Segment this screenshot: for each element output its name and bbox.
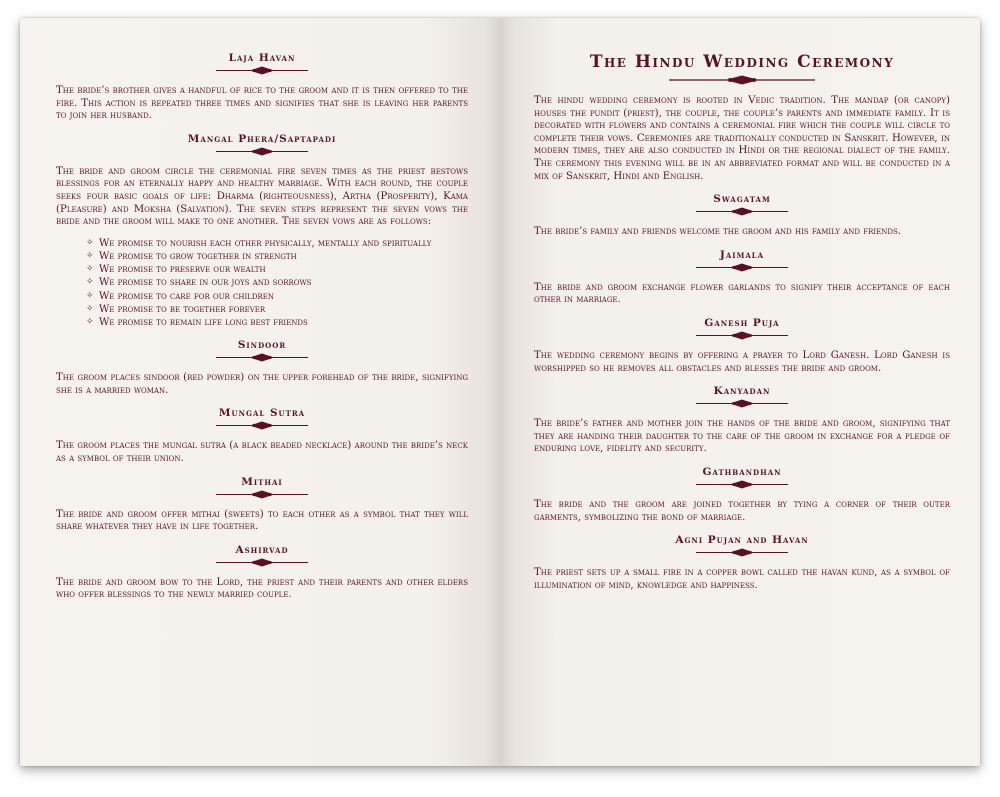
diamond-bullet-icon: ✧ bbox=[86, 290, 94, 301]
section-heading-ashirvad: Ashirvad bbox=[235, 543, 289, 556]
right-page bbox=[500, 18, 980, 766]
divider-ornament-icon bbox=[694, 263, 790, 272]
vow-item: ✧ We promise to be together forever bbox=[86, 303, 266, 315]
left-page bbox=[20, 18, 500, 766]
divider-ornament-icon bbox=[214, 353, 310, 362]
section-heading-mungal-sutra: Mungal Sutra bbox=[218, 407, 306, 420]
section-text-agni-pujan: The priest sets up a small fire in a copper bowl called the havan kund, as a symbol of illumination of mind, knowledge and happiness. bbox=[534, 567, 950, 591]
diamond-bullet-icon: ✧ bbox=[86, 303, 94, 314]
section-text-kanyadan: The bride’s father and mother join the hands of the bride and groom, signifying that they are handing their daughter to the care of the groom in exchange for a pledge of enduring love, fidelity and security. bbox=[534, 418, 950, 455]
intro-text: The hindu wedding ceremony is rooted in Vedic tradition. The mandap (or canopy) houses the pundit (priest), the couple, the couple’s parents and immediate family. It is decorated with flowers and contains a ceremonial fire which the couple will circle to complete their vows. Ceremonies are traditionally conducted in Sanskrit. However, in modern times, they are also conducted in Hindi or the regional dialect of the family. The ceremony this evening will be in an abbreviated format and will be conducted in a mix of Sanskrit, Hindi and English. bbox=[534, 95, 950, 182]
divider-ornament-icon bbox=[694, 548, 790, 557]
vows-list bbox=[86, 237, 468, 329]
section-heading-sindoor: Sindoor bbox=[237, 339, 287, 352]
diamond-bullet-icon: ✧ bbox=[86, 250, 94, 261]
section-text-mithai: The bride and groom offer mithai (sweets) to each other as a symbol that they will share whatever they have in life together. bbox=[56, 508, 468, 533]
page-title: The Hindu Wedding Ceremony bbox=[589, 52, 895, 72]
diamond-bullet-icon: ✧ bbox=[86, 237, 94, 248]
diamond-bullet-icon: ✧ bbox=[86, 264, 94, 275]
vow-item: ✧ We promise to grow together in strength bbox=[86, 250, 297, 262]
vow-item: ✧ We promise to nourish each other physically, mentally and spiritually bbox=[86, 237, 432, 249]
section-heading-laja-havan: Laja Havan bbox=[228, 52, 296, 64]
divider-ornament-icon bbox=[694, 331, 790, 340]
diamond-bullet-icon: ✧ bbox=[86, 316, 94, 327]
section-text-mangal-phera: The bride and groom circle the ceremonial fire seven times as the priest bestows blessings for an eternally happy and healthy marriage. With each round, the couple seeks four basic goals of life: Dharma (righteousness), Artha (Prosperity), Kama (Pleasure) and Moksha (Salvation). The seven steps represent the seven vows the bride and the groom will make to one another. The seven vows are as follows: bbox=[56, 165, 468, 228]
divider-ornament-icon bbox=[694, 207, 790, 216]
section-heading-swagatam: Swagatam bbox=[713, 193, 771, 206]
divider-ornament-icon bbox=[214, 490, 310, 499]
section-text-swagatam: The bride’s family and friends welcome the groom and his family and friends. bbox=[534, 226, 901, 238]
divider-ornament-icon bbox=[214, 147, 310, 156]
divider-ornament-icon bbox=[694, 480, 790, 489]
section-heading-mangal-phera: Mangal Phera/Saptapadi bbox=[187, 132, 337, 145]
divider-ornament-icon bbox=[214, 421, 310, 430]
title-ornament-icon bbox=[667, 75, 817, 85]
vow-item: ✧ We promise to care for our children bbox=[86, 290, 274, 302]
diamond-bullet-icon: ✧ bbox=[86, 277, 94, 288]
section-heading-jaimala: Jaimala bbox=[719, 248, 765, 261]
section-text-ashirvad: The bride and groom bow to the Lord, the priest and their parents and other elders who offer blessings to the newly married couple. bbox=[56, 576, 468, 601]
section-heading-kanyadan: Kanyadan bbox=[713, 385, 771, 398]
section-heading-gathbandhan: Gathbandhan bbox=[702, 465, 782, 478]
divider-ornament-icon bbox=[694, 399, 790, 408]
section-text-jaimala: The bride and groom exchange flower garlands to signify their acceptance of each other in marriage. bbox=[534, 281, 950, 306]
section-text-sindoor: The groom places sindoor (red powder) on the upper forehead of the bride, signifying she is a married woman. bbox=[56, 372, 468, 396]
section-heading-mithai: Mithai bbox=[241, 475, 283, 488]
section-text-mungal-sutra: The groom places the mungal sutra (a black beaded necklace) around the bride’s neck as a symbol of their union. bbox=[56, 440, 468, 464]
vow-item: ✧ We promise to share in our joys and sorrows bbox=[86, 277, 312, 289]
booklet-spread bbox=[20, 18, 980, 766]
divider-ornament-icon bbox=[214, 66, 310, 75]
divider-ornament-icon bbox=[214, 558, 310, 567]
vow-item: ✧ We promise to remain life long best friends bbox=[86, 316, 308, 328]
section-heading-agni-pujan: Agni Pujan and Havan bbox=[675, 534, 809, 547]
vow-item: ✧ We promise to preserve our wealth bbox=[86, 264, 266, 276]
section-heading-ganesh-puja: Ganesh Puja bbox=[704, 316, 780, 329]
section-text-ganesh-puja: The wedding ceremony begins by offering a prayer to Lord Ganesh. Lord Ganesh is worshipped so he removes all obstacles and blesses the bride and groom. bbox=[534, 349, 950, 374]
section-text-gathbandhan: The bride and the groom are joined together by tying a corner of their outer garments, symbolizing the bond of marriage. bbox=[534, 498, 950, 523]
section-text-laja-havan: The bride’s brother gives a handful of rice to the groom and it is then offered to the fire. This action is repeated three times and signifies that she is leaving her parents to join her husband. bbox=[56, 85, 468, 122]
